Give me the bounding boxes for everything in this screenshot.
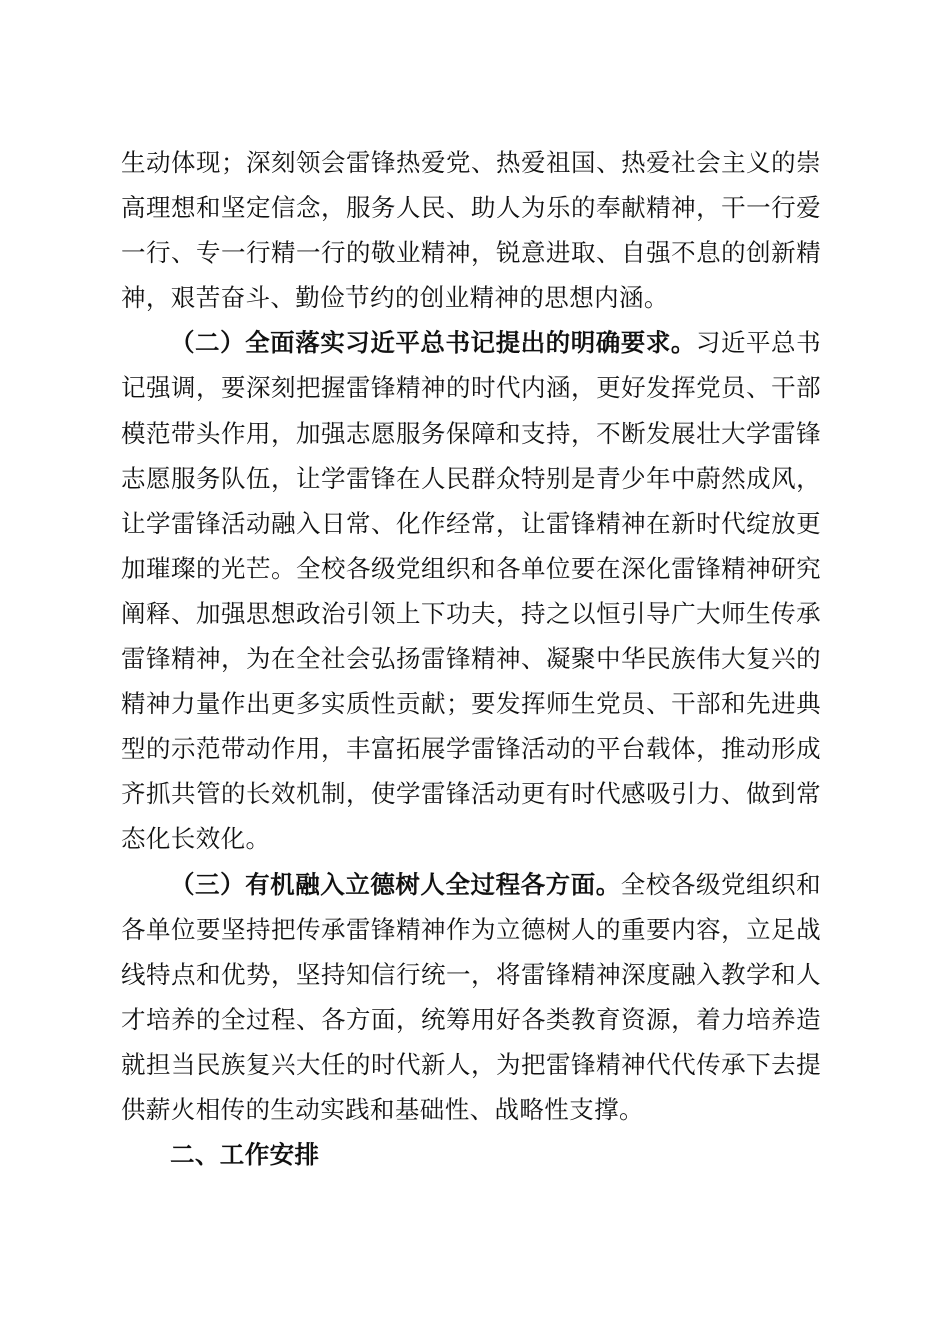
paragraph-requirements (121, 320, 821, 861)
paragraph-lead-heading: （二）全面落实习近平总书记提出的明确要求。 (170, 328, 696, 358)
section-heading: 二、工作安排 (170, 1140, 320, 1170)
paragraph-continuation (121, 140, 821, 320)
paragraph-text: 生动体现；深刻领会雷锋热爱党、热爱祖国、热爱社会主义的崇高理想和坚定信念，服务人民、助人为乐的奉献精神，干一行爱一行、专一行精一行的敬业精神，锐意进取、自强不息的创新精神，艰苦奋斗、勤俭节约的创业精神的思想内涵。 (121, 148, 821, 313)
document-body (121, 140, 821, 1177)
paragraph-text: 全校各级党组织和各单位要坚持把传承雷锋精神作为立德树人的重要内容，立足战线特点和优势，坚持知信行统一，将雷锋精神深度融入教学和人才培养的全过程、各方面，统筹用好各类教育资源，着力培养造就担当民族复兴大任的时代新人，为把雷锋精神代代传承下去提供薪火相传的生动实践和基础性、战略性支撑。 (121, 869, 822, 1124)
paragraph-lead-heading: （三）有机融入立德树人全过程各方面。 (170, 869, 621, 899)
paragraph-text: 习近平总书记强调，要深刻把握雷锋精神的时代内涵，更好发挥党员、干部模范带头作用，加强志愿服务保障和支持，不断发展壮大学雷锋志愿服务队伍，让学雷锋在人民群众特别是青少年中蔚然成风，让学雷锋活动融入日常、化作经常，让雷锋精神在新时代绽放更加璀璨的光芒。全校各级党组织和各单位要在深化雷锋精神研究阐释、加强思想政治引领上下功夫，持之以恒引导广大师生传承雷锋精神，为在全社会弘扬雷锋精神、凝聚中华民族伟大复兴的精神力量作出更多实质性贡献；要发挥师生党员、干部和先进典型的示范带动作用，丰富拓展学雷锋活动的平台载体，推动形成齐抓共管的长效机制，使学雷锋活动更有时代感吸引力、做到常态化长效化。 (121, 328, 821, 854)
paragraph-integration (121, 862, 821, 1133)
